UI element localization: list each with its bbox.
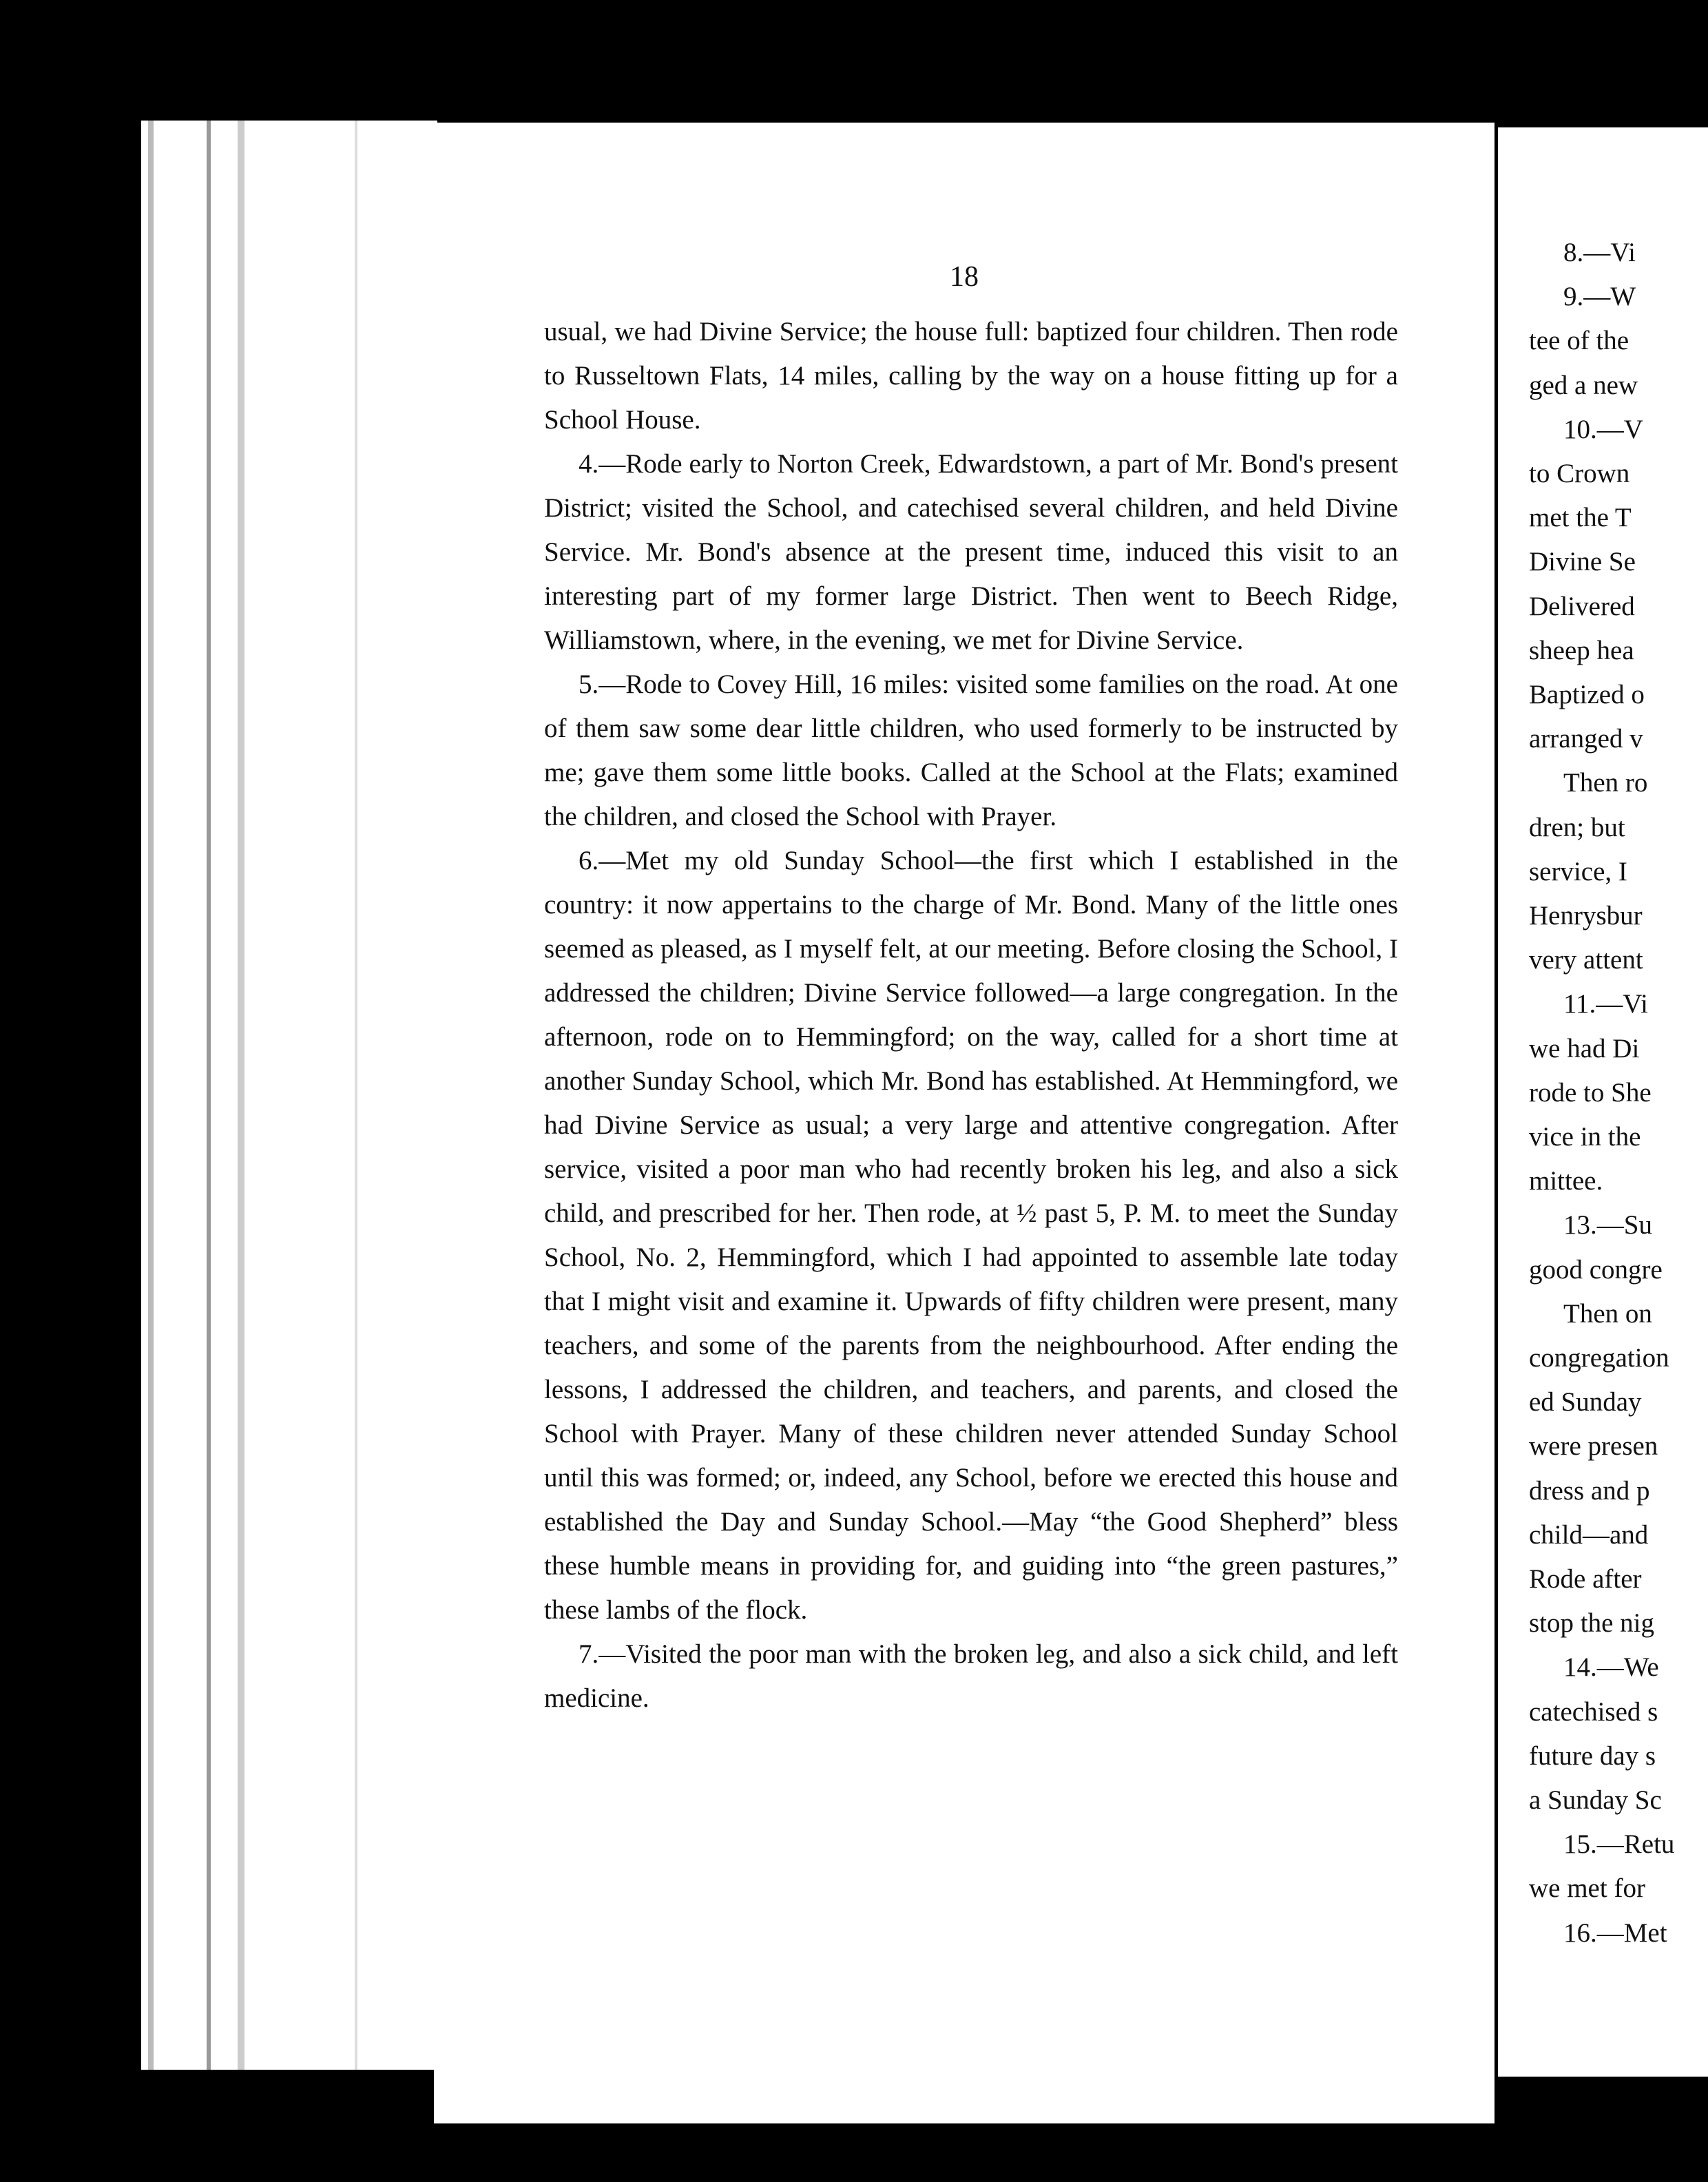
page-number: 18 bbox=[950, 261, 979, 293]
right-page-line: future day s bbox=[1529, 1741, 1656, 1771]
right-page-line: dren; but bbox=[1529, 812, 1625, 842]
right-page-line: Rode after bbox=[1529, 1564, 1642, 1594]
right-page-line: ed Sunday bbox=[1529, 1387, 1642, 1417]
right-page-line: service, I bbox=[1529, 856, 1627, 886]
right-page-line: 16.—Met bbox=[1563, 1918, 1667, 1948]
paragraph: 6.—Met my old Sunday School—the first which I established in the country: it now appertains to the charge of Mr. Bond. Many of the little ones seemed as pleased, as I myself felt, at our meeting. Before closing the School, I addressed the children; Divine Service followed—a large congregation. In the afternoon, rode on to Hemmingford; on the way, called for a short time at another Sunday School, which Mr. Bond has established. At Hemmingford, we had Divine Service as usual; a very large and attentive congregation. After service, visited a poor man who had recently broken his leg, and also a sick child, and prescribed for her. Then rode, at ½ past 5, P. M. to meet the Sunday School, No. 2, Hemmingford, which I had appointed to assemble late today that I might visit and examine it. Upwards of fifty children were present, many teachers, and some of the parents from the neighbourhood. After ending the lessons, I addressed the children, and teachers, and parents, and closed the School with Prayer. Many of these children never attended Sunday School until this was formed; or, indeed, any School, before we erected this house and established the Day and Sunday School.—May “the Good Shepherd” bless these humble means in providing for, and guiding into “the green pastures,” these lambs of the flock. bbox=[544, 846, 1398, 1625]
right-page-line: Divine Se bbox=[1529, 547, 1636, 577]
right-page-line: catechised s bbox=[1529, 1696, 1658, 1727]
right-page-line: Baptized o bbox=[1529, 680, 1645, 709]
right-page-line: very attent bbox=[1529, 945, 1643, 975]
right-page-line: 14.—We bbox=[1563, 1652, 1659, 1683]
paragraph: 5.—Rode to Covey Hill, 16 miles: visited some families on the road. At one of them saw some dear little children, who used formerly to be instructed by me; gave them some little books. Called at the School at the Flats; examined the children, and closed the School with Prayer. bbox=[544, 669, 1398, 831]
right-page-line: child—and bbox=[1529, 1519, 1649, 1550]
right-page-line: stop the nig bbox=[1529, 1608, 1654, 1639]
right-page-line: to Crown bbox=[1529, 459, 1630, 488]
left-page bbox=[434, 123, 1494, 2123]
right-page-line: 15.—Retu bbox=[1563, 1829, 1675, 1860]
right-page-line: congregation bbox=[1529, 1343, 1669, 1373]
right-page-line: vice in the bbox=[1529, 1122, 1641, 1152]
right-page-line: good congre bbox=[1529, 1254, 1663, 1285]
right-page-line: mittee. bbox=[1529, 1166, 1603, 1196]
right-page-line: Then on bbox=[1563, 1298, 1652, 1329]
right-page-line: dress and p bbox=[1529, 1475, 1650, 1506]
right-page-line: rode to She bbox=[1529, 1077, 1652, 1108]
right-page-line: we met for bbox=[1529, 1873, 1645, 1904]
right-page-line: met the T bbox=[1529, 503, 1632, 533]
right-page-line: Delivered bbox=[1529, 591, 1635, 621]
right-page-line: 9.—W bbox=[1563, 282, 1636, 312]
right-page-line: arranged v bbox=[1529, 724, 1643, 754]
page-body bbox=[544, 310, 1398, 1721]
paragraph: usual, we had Divine Service; the house full: baptized four children. Then rode to Russeltown Flats, 14 miles, calling by the way on a house fitting up for a School House. bbox=[544, 317, 1398, 435]
paragraph: 7.—Visited the poor man with the broken leg, and also a sick child, and left medicine. bbox=[544, 1639, 1398, 1713]
paragraph: 4.—Rode early to Norton Creek, Edwardstown, a part of Mr. Bond's present District; visited the School, and catechised several children, and held Divine Service. Mr. Bond's absence at the present time, induced this visit to an interesting part of my former large District. Then went to Beech Ridge, Williamstown, where, in the evening, we met for Divine Service. bbox=[544, 449, 1398, 655]
right-page-line: tee of the bbox=[1529, 326, 1629, 356]
right-page-line: 10.—V bbox=[1563, 414, 1643, 444]
right-page-line: were presen bbox=[1529, 1431, 1658, 1462]
right-page-line: Then ro bbox=[1563, 768, 1648, 798]
right-page-line: ged a new bbox=[1529, 370, 1638, 400]
right-page-line: we had Di bbox=[1529, 1033, 1640, 1063]
right-page-cropped bbox=[1498, 127, 1708, 2077]
right-page-line: a Sunday Sc bbox=[1529, 1785, 1662, 1815]
right-page-line: 8.—Vi bbox=[1563, 238, 1636, 267]
right-page-line: Henrysbur bbox=[1529, 901, 1643, 931]
right-page-line: 11.—Vi bbox=[1563, 989, 1648, 1019]
right-page-line: sheep hea bbox=[1529, 635, 1634, 665]
book-page-edges bbox=[141, 121, 437, 2070]
right-page-line: 13.—Su bbox=[1563, 1210, 1652, 1240]
